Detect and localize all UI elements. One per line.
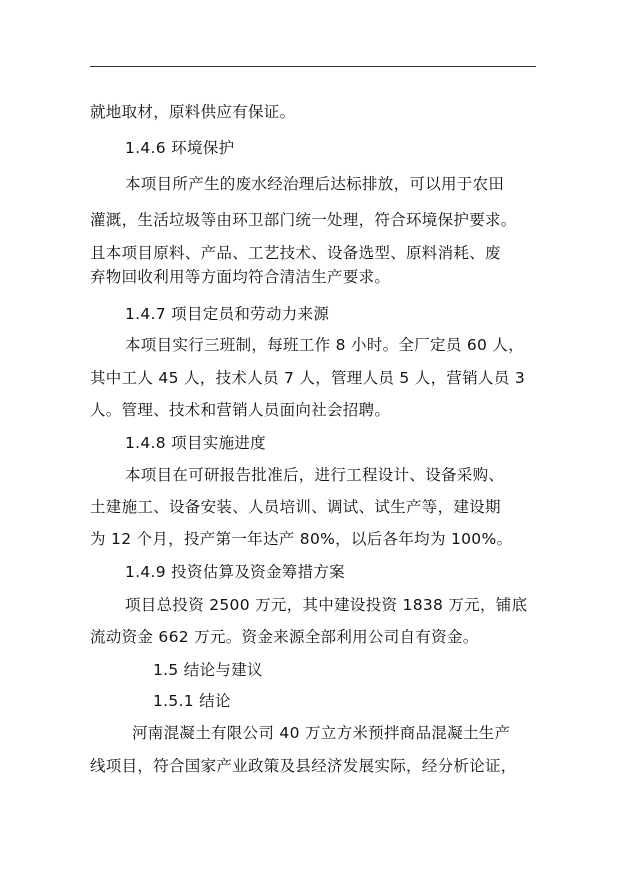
body-text-line: 河南混凝土有限公司 40 万立方米预拌商品混凝土生产 xyxy=(132,724,511,742)
body-text-line: 本项目实行三班制，每班工作 8 小时。全厂定员 60 人， xyxy=(125,336,524,354)
body-text-line: 其中工人 45 人，技术人员 7 人，管理人员 5 人，营销人员 3 xyxy=(90,369,525,387)
body-text-line: 项目总投资 2500 万元，其中建设投资 1838 万元，铺底 xyxy=(125,596,528,614)
body-text-line: 弃物回收利用等方面均符合清洁生产要求。 xyxy=(90,268,391,286)
body-text-line: 人。管理、技术和营销人员面向社会招聘。 xyxy=(90,401,391,419)
body-text-line: 且本项目原料、产品、工艺技术、设备选型、原料消耗、废 xyxy=(90,244,501,262)
body-text-line: 土建施工、设备安装、人员培训、调试、试生产等，建设期 xyxy=(90,498,501,516)
body-text-line: 线项目，符合国家产业政策及县经济发展实际，经分析论证， xyxy=(90,757,517,775)
section-heading-1-4-9: 1.4.9 投资估算及资金筹措方案 xyxy=(125,563,345,581)
section-heading-1-4-7: 1.4.7 项目定员和劳动力来源 xyxy=(125,305,330,323)
header-rule xyxy=(90,66,536,67)
body-text-line: 本项目所产生的废水经治理后达标排放，可以用于农田 xyxy=(125,175,505,193)
body-text-line: 就地取材，原料供应有保证。 xyxy=(90,103,296,121)
body-text-line: 为 12 个月，投产第一年达产 80%，以后各年均为 100%。 xyxy=(90,530,513,548)
section-heading-1-4-8: 1.4.8 项目实施进度 xyxy=(125,434,266,452)
section-heading-1-4-6: 1.4.6 环境保护 xyxy=(125,139,235,157)
body-text-line: 流动资金 662 万元。资金来源全部利用公司自有资金。 xyxy=(90,628,479,646)
body-text-line: 本项目在可研报告批准后，进行工程设计、设备采购、 xyxy=(125,466,505,484)
body-text-line: 灌溉，生活垃圾等由环卫部门统一处理，符合环境保护要求。 xyxy=(90,211,517,229)
section-heading-1-5: 1.5 结论与建议 xyxy=(153,661,263,679)
section-heading-1-5-1: 1.5.1 结论 xyxy=(153,692,231,710)
